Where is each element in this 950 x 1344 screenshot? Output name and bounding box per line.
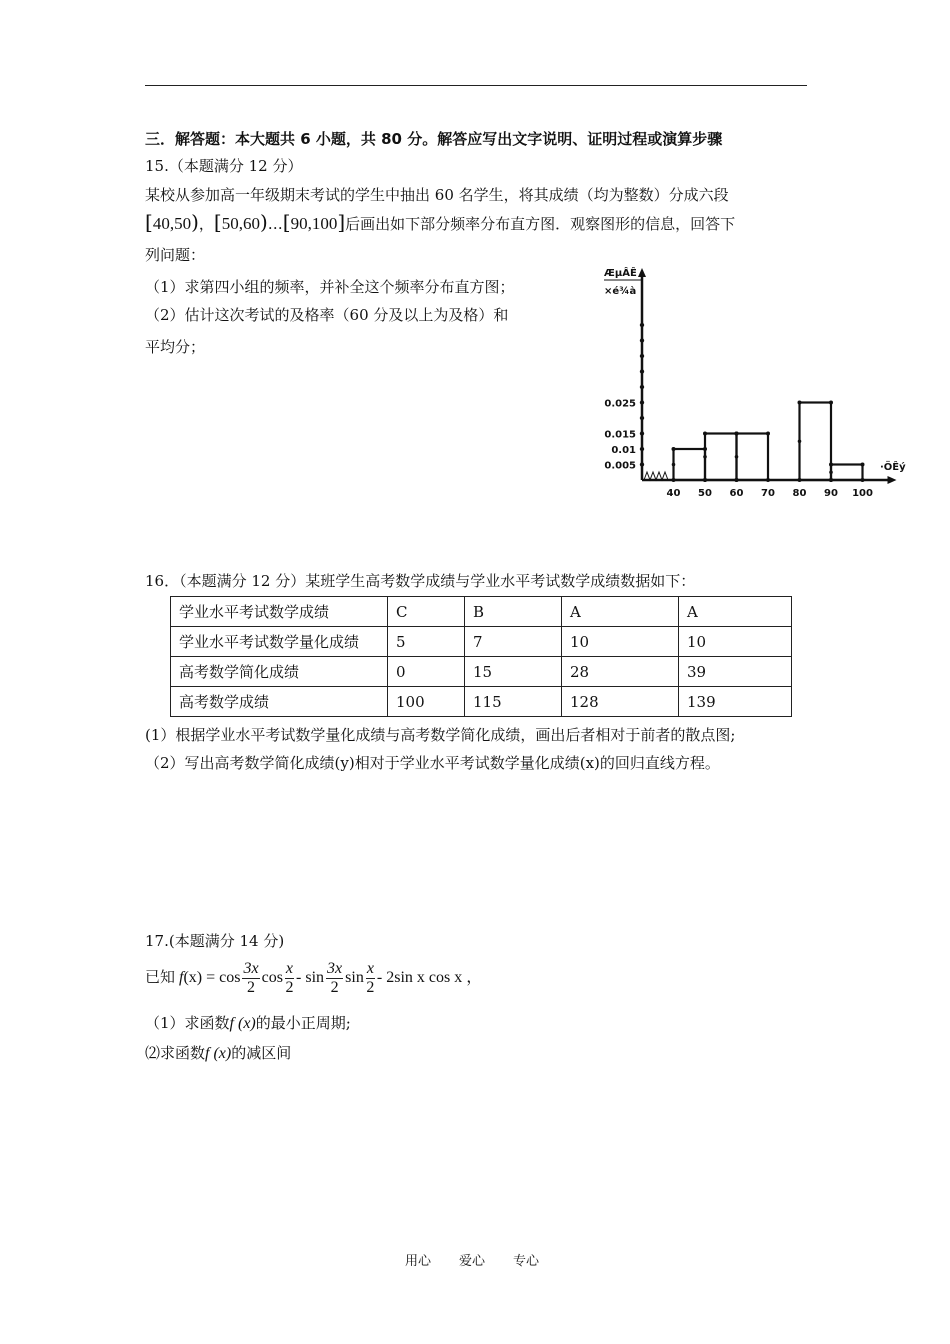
header-rule — [145, 85, 807, 86]
y-tick-dot — [640, 447, 644, 451]
table-cell: A — [562, 597, 679, 627]
bar-corner-dot — [861, 463, 865, 467]
bar-edge-dot — [798, 439, 802, 443]
table-cell: 学业水平考试数学成绩 — [171, 597, 388, 627]
bar-corner-dot — [766, 478, 770, 482]
table-row — [171, 657, 792, 687]
q15-part2: （2）估计这次考试的及格率（60 分及以上为及格）和 — [145, 306, 509, 324]
y-tick-dot — [640, 354, 644, 358]
bar-corner-dot — [861, 478, 865, 482]
q16-part1: (1）根据学业水平考试数学量化成绩与高考数学简化成绩，画出后者相对于前者的散点图; — [145, 726, 736, 744]
y-tick-dot — [640, 323, 644, 327]
bar-edge-dot — [829, 470, 833, 474]
bar-corner-dot — [829, 463, 833, 467]
bar-corner-dot — [735, 478, 739, 482]
table-cell: 28 — [562, 657, 679, 687]
bar-corner-dot — [798, 401, 802, 405]
table-cell: 139 — [679, 687, 792, 717]
bar-corner-dot — [829, 401, 833, 405]
x-axis-label: ·ÖÊý — [880, 462, 906, 473]
table-cell: 高考数学简化成绩 — [171, 657, 388, 687]
table-cell: B — [465, 597, 562, 627]
footer: 用心 爱心 专心 — [405, 1254, 540, 1269]
table-cell: 128 — [562, 687, 679, 717]
y-tick-dot — [640, 369, 644, 373]
table-cell: C — [388, 597, 465, 627]
q17-title: 17.(本题满分 14 分) — [145, 932, 285, 950]
q17-part1: （1）求函数f (x)的最小正周期; — [145, 1014, 351, 1032]
x-tick-label: 80 — [792, 488, 807, 499]
bar-edge-dot — [672, 463, 676, 467]
histogram-bar — [705, 434, 737, 481]
frequency-histogram — [590, 262, 920, 502]
table-cell: 高考数学成绩 — [171, 687, 388, 717]
bar-edge-dot — [703, 455, 707, 459]
table-cell: 10 — [679, 627, 792, 657]
q15-line2: [40,50)，[50,60)…[90,100]后画出如下部分频率分布直方图．观察图形的信息，回答下 — [145, 210, 736, 234]
x-tick-label: 40 — [666, 488, 681, 499]
bar-corner-dot — [672, 447, 676, 451]
y-axis-label-line1: ÆµÂÊ — [604, 268, 637, 279]
x-axis-arrow — [888, 476, 897, 484]
y-tick-dot — [640, 385, 644, 389]
q15-part2b: 平均分； — [145, 338, 206, 356]
y-axis-label-line2: ×é¾à — [604, 286, 637, 297]
y-tick-dot — [640, 338, 644, 342]
bar-edge-dot — [735, 455, 739, 459]
x-tick-label: 100 — [852, 488, 873, 499]
q17-part2: ⑵求函数f (x)的减区间 — [145, 1044, 292, 1062]
y-tick-dot — [640, 431, 644, 435]
x-tick-label: 90 — [824, 488, 838, 499]
y-tick-label: 0.015 — [604, 429, 636, 441]
q15-part1: （1）求第四小组的频率，并补全这个频率分布直方图； — [145, 278, 515, 296]
y-tick-dot — [640, 462, 644, 466]
y-tick-label: 0.005 — [604, 460, 636, 472]
histogram-bar — [800, 403, 832, 481]
q16-title: 16．（本题满分 12 分）某班学生高考数学成绩与学业水平考试数学成绩数据如下： — [145, 572, 696, 590]
section-heading: 三．解答题：本大题共 6 小题，共 80 分。解答应写出文字说明、证明过程或演算步骤 — [145, 130, 723, 148]
histogram-bar — [674, 449, 706, 480]
table-cell: 10 — [562, 627, 679, 657]
q15-line1: 某校从参加高一年级期末考试的学生中抽出 60 名学生，将其成绩（均为整数）分成六段 — [145, 186, 729, 204]
table-cell: 39 — [679, 657, 792, 687]
histogram-bar — [737, 434, 769, 481]
table-cell: 100 — [388, 687, 465, 717]
table-cell: 学业水平考试数学量化成绩 — [171, 627, 388, 657]
bar-corner-dot — [703, 432, 707, 436]
table-cell: 15 — [465, 657, 562, 687]
bar-corner-dot — [829, 478, 833, 482]
table-row — [171, 627, 792, 657]
table-cell: A — [679, 597, 792, 627]
x-tick-label: 60 — [729, 488, 744, 499]
bar-corner-dot — [766, 432, 770, 436]
table-row — [171, 597, 792, 627]
table-row — [171, 687, 792, 717]
y-tick-label: 0.025 — [604, 398, 636, 410]
bar-corner-dot — [672, 478, 676, 482]
x-tick-label: 50 — [698, 488, 712, 499]
q17-formula: 已知 f(x) = cos $\frac{3x}{2}$ cos $\frac{x}{2}$ - sin $\frac{3x}{2}$ sin $\frac{x}{2}$ - 2sin x cos x ， — [145, 960, 483, 996]
y-tick-label: 0.01 — [611, 445, 636, 456]
bar-corner-dot — [798, 478, 802, 482]
bar-corner-dot — [735, 432, 739, 436]
table-cell: 7 — [465, 627, 562, 657]
y-tick-dot — [640, 416, 644, 420]
q15-title: 15.（本题满分 12 分） — [145, 157, 303, 175]
bar-corner-dot — [703, 478, 707, 482]
y-axis-arrow — [638, 268, 646, 277]
y-tick-dot — [640, 400, 644, 404]
x-tick-label: 70 — [761, 488, 775, 499]
table-cell: 115 — [465, 687, 562, 717]
histogram-bar — [831, 465, 863, 481]
table-cell: 0 — [388, 657, 465, 687]
q16-part2: （2）写出高考数学简化成绩(y)相对于学业水平考试数学量化成绩(x)的回归直线方程。 — [145, 754, 720, 772]
q15-line3: 列问题： — [145, 246, 206, 264]
table-cell: 5 — [388, 627, 465, 657]
score-table — [170, 596, 792, 717]
